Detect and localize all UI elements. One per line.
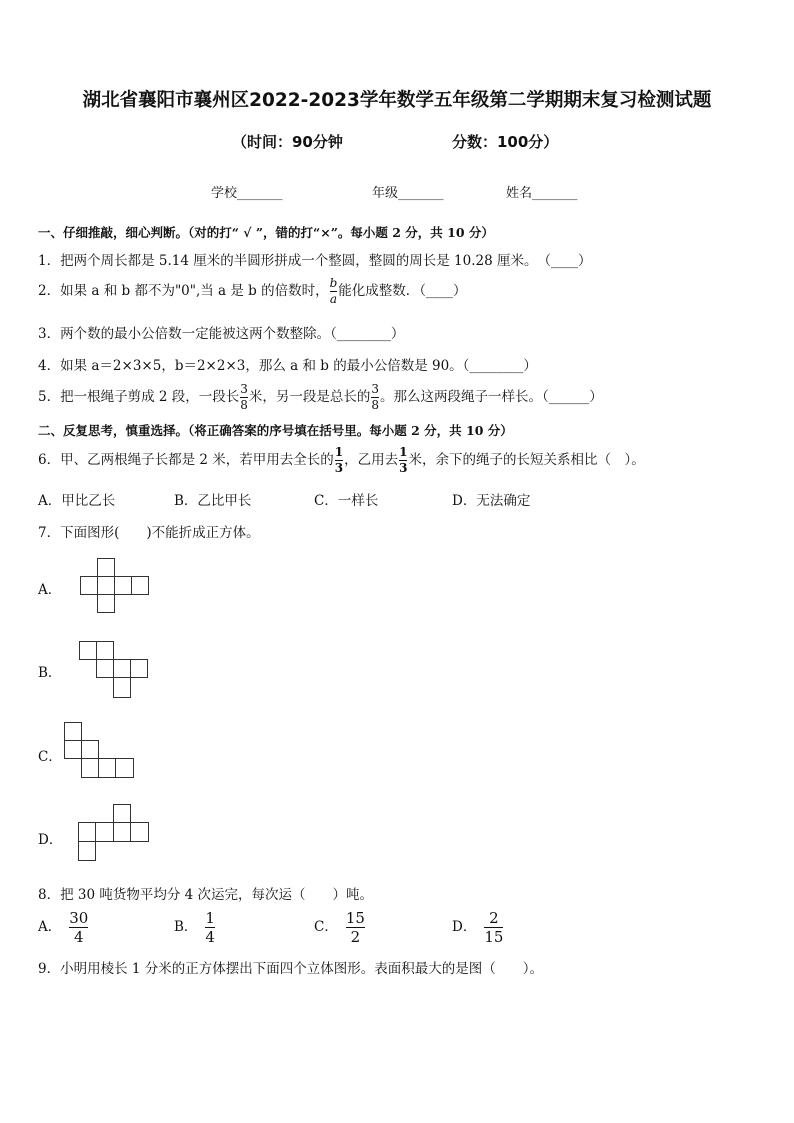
fraction-15-2: $\frac{15}{2}$	[345, 909, 365, 946]
fraction-1-3-a: $\frac{1}{3}$	[334, 445, 344, 475]
q8-option-a[interactable]	[38, 910, 89, 945]
section1-heading: 一、仔细推敲，细心判断。（对的打“ √ ”，错的打“×”。每小题 2 分，共 10 分）	[38, 225, 494, 240]
fraction-3-8-b: $\frac{3}{8}$	[371, 382, 380, 412]
question-3: 3．两个数的最小公倍数一定能被这两个数整除。（________）	[38, 326, 405, 342]
question-7: 7．下面图形( )不能折成正方体。	[38, 525, 260, 541]
q7-option-d-label[interactable]: D．	[38, 832, 63, 848]
q6-option-b[interactable]: B．乙比甲长	[174, 493, 252, 509]
q8-option-d-label: D．	[452, 919, 477, 935]
exam-score: 分数：100分）	[452, 133, 559, 151]
question-6-text-b: ，乙用去	[344, 452, 399, 468]
q8-option-d[interactable]	[452, 910, 504, 945]
question-4: 4．如果 a＝2×3×5，b＝2×2×3，那么 a 和 b 的最小公倍数是 90。（________）	[38, 358, 537, 374]
q8-option-b-label: B．	[174, 919, 198, 935]
q7-option-c-label[interactable]: C．	[38, 749, 62, 765]
q7-net-d	[78, 804, 152, 862]
question-9: 9．小明用棱长 1 分米的正方体摆出下面四个立体图形。表面积最大的是图（ ）。	[38, 961, 544, 977]
question-6-text-c: 米，余下的绳子的长短关系相比（ ）。	[408, 452, 645, 468]
q7-option-b-label[interactable]: B．	[38, 665, 62, 681]
page-title: 湖北省襄阳市襄州区2022-2023学年数学五年级第二学期期末复习检测试题	[82, 90, 712, 111]
question-1: 1．把两个周长都是 5.14 厘米的半圆形拼成一个整圆，整圆的周长是 10.28 厘米。 （____）	[38, 253, 592, 269]
q6-option-a[interactable]: A．甲比乙长	[38, 493, 116, 509]
fraction-2-15: $\frac{2}{15}$	[484, 909, 504, 946]
q8-option-c[interactable]	[314, 910, 366, 945]
grade-field: 年级_______	[372, 186, 444, 201]
q7-option-a-label[interactable]: A．	[38, 582, 62, 598]
section2-heading: 二、反复思考，慎重选择。（将正确答案的序号填在括号里。每小题 2 分，共 10 分）	[38, 423, 513, 438]
q6-option-d[interactable]: D．无法确定	[452, 493, 531, 509]
fraction-30-4: $\frac{30}{4}$	[69, 909, 89, 946]
q8-option-c-label: C．	[314, 919, 338, 935]
question-2-text-a: 2．如果 a 和 b 都不为"0",当 a 是 b 的倍数时，	[38, 283, 329, 299]
exam-time: （时间：90分钟	[232, 133, 343, 151]
question-2	[38, 277, 467, 306]
question-6	[38, 446, 645, 475]
fraction-1-4: $\frac{1}{4}$	[205, 909, 215, 946]
q7-net-c	[64, 722, 138, 780]
fraction-b-over-a: $\frac{b}{a}$	[329, 276, 338, 306]
q8-option-b[interactable]	[174, 910, 216, 945]
fraction-1-3-b: $\frac{1}{3}$	[399, 445, 408, 475]
question-8: 8．把 30 吨货物平均分 4 次运完，每次运（ ）吨。	[38, 887, 374, 903]
q6-option-c[interactable]: C．一样长	[314, 493, 379, 509]
q8-option-a-label: A．	[38, 919, 62, 935]
question-5-text-b: 米，另一段是总长的	[248, 389, 371, 405]
name-field: 姓名_______	[506, 186, 578, 201]
question-5	[38, 383, 603, 412]
question-5-text-a: 5．把一根绳子剪成 2 段，一段长	[38, 389, 240, 405]
question-2-text-b: 能化成整数．（____）	[338, 283, 467, 299]
question-6-text-a: 6．甲、乙两根绳子长都是 2 米，若甲用去全长的	[38, 452, 334, 468]
q7-net-a	[80, 558, 152, 614]
q7-net-b	[79, 641, 151, 699]
fraction-3-8-a: $\frac{3}{8}$	[240, 382, 248, 412]
question-5-text-c: 。那么这两段绳子一样长。（______）	[380, 389, 603, 405]
school-field: 学校_______	[211, 186, 283, 201]
